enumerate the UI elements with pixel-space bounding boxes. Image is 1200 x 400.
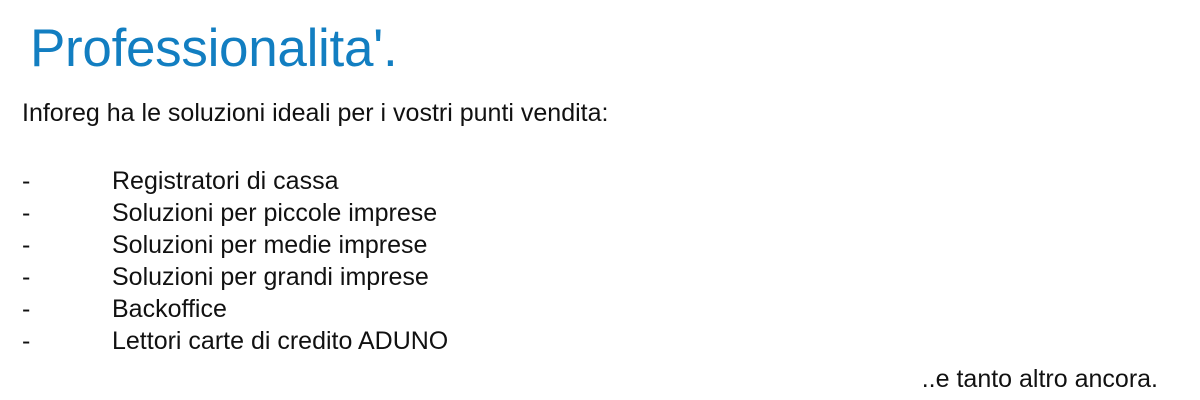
list-item-label: Soluzioni per piccole imprese bbox=[112, 199, 438, 227]
list-item-label: Registratori di cassa bbox=[112, 167, 339, 195]
closing-text: ..e tanto altro ancora. bbox=[921, 365, 1158, 393]
list-item-label: Backoffice bbox=[112, 295, 227, 323]
list-item-label: Soluzioni per grandi imprese bbox=[112, 263, 429, 291]
list-bullet: - bbox=[22, 199, 31, 227]
intro-text: Inforeg ha le soluzioni ideali per i vostri punti vendita: bbox=[22, 99, 609, 127]
list-item-label: Lettori carte di credito ADUNO bbox=[112, 327, 449, 355]
list-bullet: - bbox=[22, 327, 31, 355]
list-item-label: Soluzioni per medie imprese bbox=[112, 231, 428, 259]
list-bullet: - bbox=[22, 263, 31, 291]
list-bullet: - bbox=[22, 167, 31, 195]
page-title: Professionalita'. bbox=[30, 19, 398, 78]
list-bullet: - bbox=[22, 295, 31, 323]
list-bullet: - bbox=[22, 231, 31, 259]
